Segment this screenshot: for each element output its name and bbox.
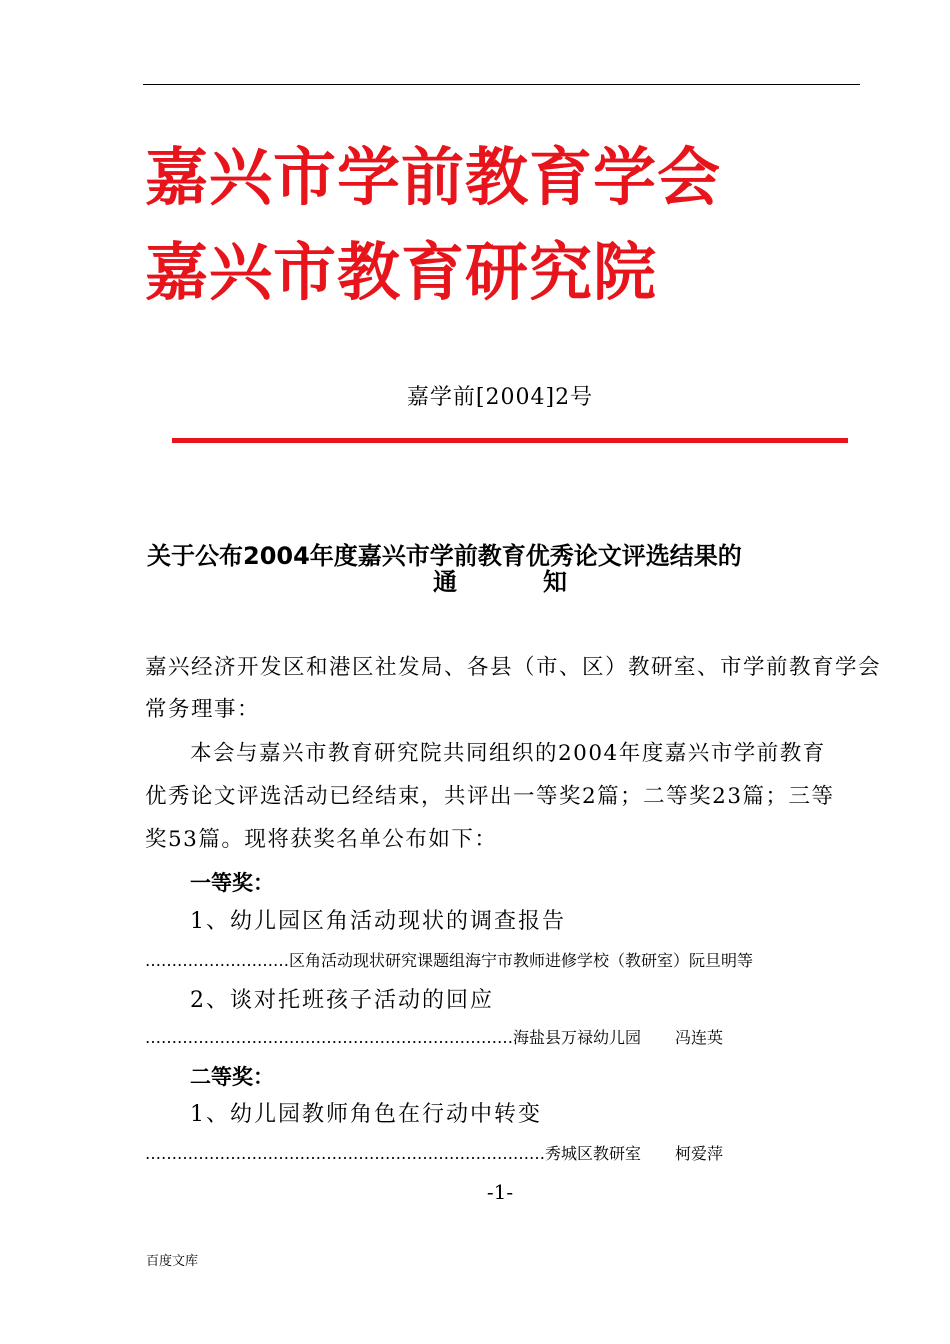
addressee-line-1: 嘉兴经济开发区和港区社发局、各县（市、区）教研室、市学前教育学会	[145, 655, 882, 680]
notice-title-suffix	[433, 562, 567, 597]
dot-leader: …………………………………………………………………	[145, 1144, 545, 1163]
body-paragraph-line-3: 奖53篇。现将获奖名单公布如下：	[145, 827, 498, 852]
org-name-preschool-society: 嘉兴市学前教育学会	[145, 141, 721, 214]
award-entry-title: 1、幼儿园区角活动现状的调查报告	[190, 909, 566, 934]
org-name-education-institute: 嘉兴市教育研究院	[145, 236, 657, 309]
notice-title: 关于公布2004年度嘉兴市学前教育优秀论文评选结果的	[147, 542, 742, 570]
document-number: 嘉学前[2004]2号	[406, 385, 594, 410]
first-prize-heading: 一等奖：	[190, 871, 274, 895]
entry-group-school-author: 区角活动现状研究课题组海宁市教师进修学校（教研室）阮旦明等	[289, 951, 754, 970]
red-divider-rule	[172, 438, 848, 443]
body-paragraph-line-1: 本会与嘉兴市教育研究院共同组织的2004年度嘉兴市学前教育	[190, 741, 826, 766]
footer-source-label: 百度文库	[146, 1254, 199, 1269]
addressee-line-2: 常务理事：	[145, 697, 261, 722]
notice-title-char-2: 知	[543, 568, 567, 596]
entry-author: 柯爱萍	[675, 1144, 724, 1163]
notice-title-char-1: 通	[433, 568, 457, 596]
award-entry-title: 2、谈对托班孩子活动的回应	[190, 988, 494, 1013]
award-entry-detail	[145, 1025, 857, 1048]
award-entry-title: 1、幼儿园教师角色在行动中转变	[190, 1102, 542, 1127]
page-number: -1-	[486, 1180, 514, 1204]
second-prize-heading: 二等奖：	[190, 1065, 274, 1089]
entry-author: 冯连英	[675, 1028, 724, 1047]
dot-leader: ……………………………………………………………	[145, 1028, 513, 1047]
award-entry-detail	[145, 948, 857, 971]
body-paragraph-line-2: 优秀论文评选活动已经结束，共评出一等奖2篇；二等奖23篇；三等	[145, 784, 835, 809]
dot-leader: ………………………	[145, 951, 289, 970]
award-entry-detail	[145, 1141, 857, 1164]
entry-school: 海盐县万禄幼儿园	[513, 1028, 642, 1047]
header-top-rule	[143, 84, 860, 85]
entry-school: 秀城区教研室	[545, 1144, 642, 1163]
